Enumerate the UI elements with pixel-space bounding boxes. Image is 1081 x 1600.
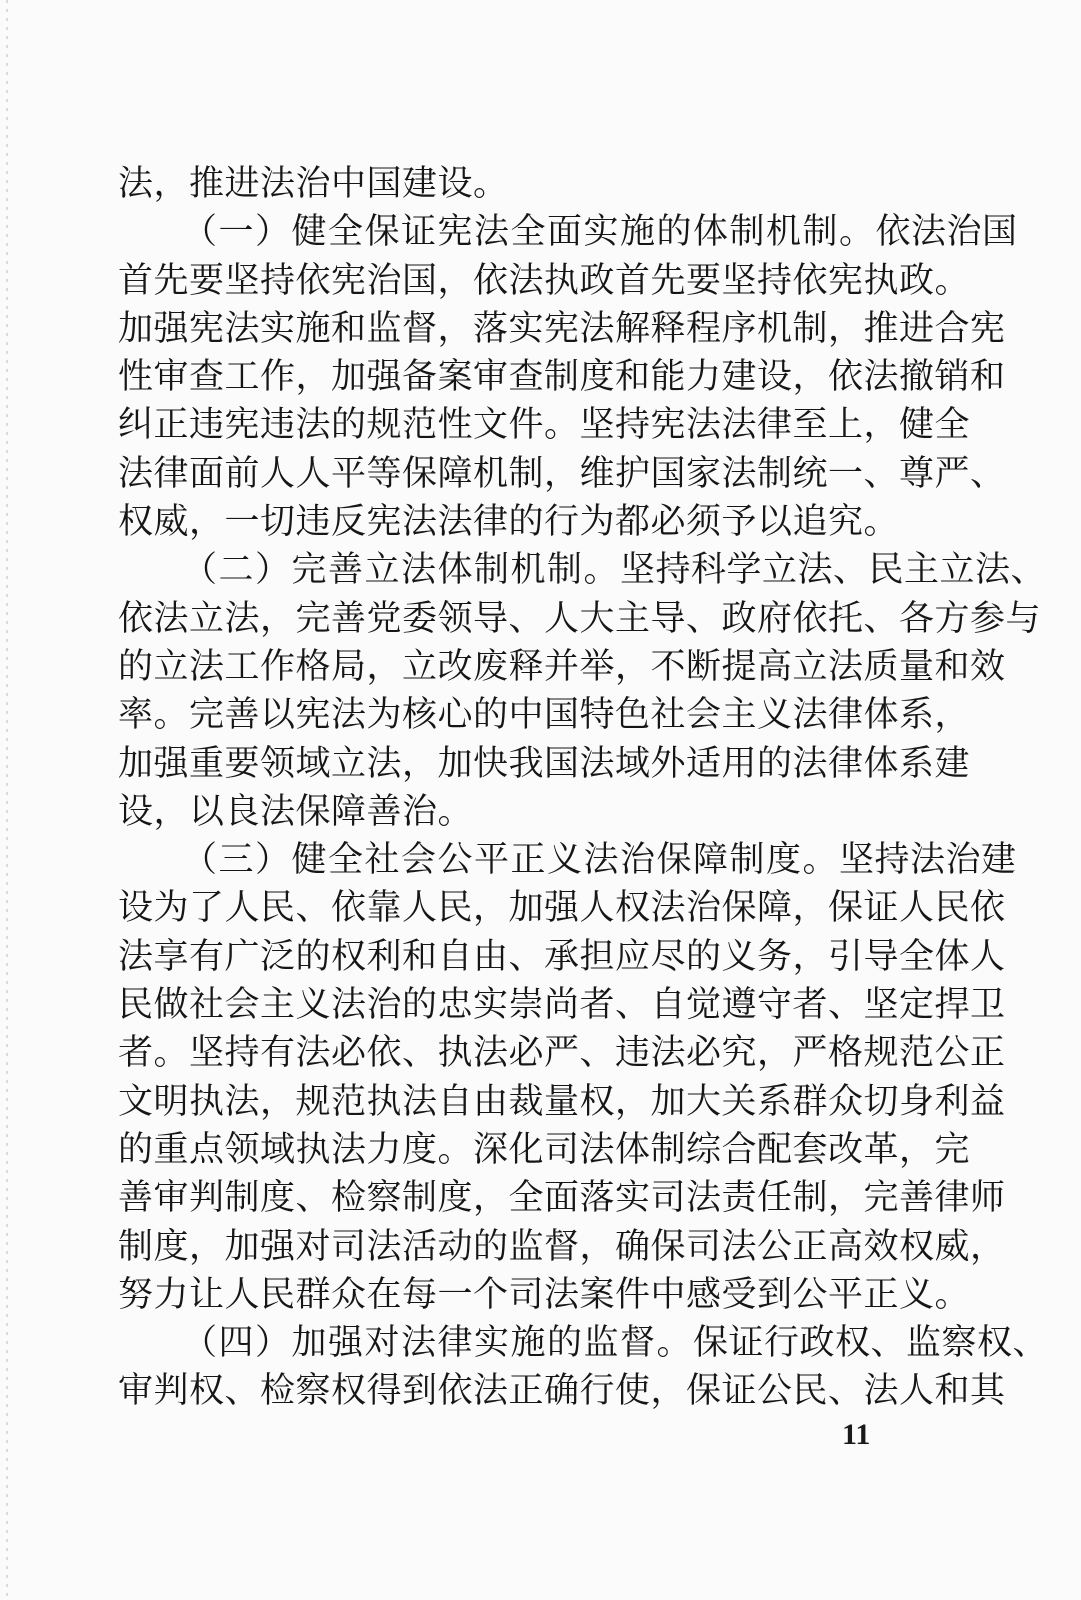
text-run: 坚持科学立法、民主立法、 [620,550,1047,591]
text-run: 保证行政权、监察权、 [693,1323,1049,1364]
text-line: 的立法工作格局，立改废释并举，不断提高立法质量和效 [118,646,1006,687]
text-line: 依法立法，完善党委领导、人大主导、政府依托、各方参与 [118,598,1042,639]
text-line: 努力让人民群众在每一个司法案件中感受到公平正义。 [118,1274,971,1315]
text-line: 民做社会主义法治的忠实崇尚者、自觉遵守者、坚定捍卫 [118,985,1006,1026]
section-heading-line [118,836,1017,884]
text-line: 者。坚持有法必依、执法必严、违法必究，严格规范公正 [118,1033,1006,1074]
text-line: 性审查工作，加强备案审查制度和能力建设，依法撤销和 [118,357,1006,398]
section-heading-line [118,546,1047,594]
text-line: 设为了人民、依靠人民，加强人权法治保障，保证人民依 [118,888,1006,929]
text-line: 首先要坚持依宪治国，依法执政首先要坚持依宪执政。 [118,260,971,301]
section-heading: （一）健全保证宪法全面实施的体制机制。 [182,212,876,253]
section-heading: （三）健全社会公平正义法治保障制度。 [182,840,840,881]
text-run: 坚持法治建 [839,840,1017,881]
section-heading-line [118,208,1018,256]
text-line: 加强重要领域立法，加快我国法域外适用的法律体系建 [118,743,971,784]
text-line: 文明执法，规范执法自由裁量权，加大关系群众切身利益 [118,1081,1006,1122]
text-line: 设，以良法保障善治。 [118,791,474,832]
text-line: 率。完善以宪法为核心的中国特色社会主义法律体系， [118,695,971,736]
text-line: 法享有广泛的权利和自由、承担应尽的义务，引导全体人 [118,936,1006,977]
text-line: 制度，加强对司法活动的监督，确保司法公正高效权威， [118,1226,1006,1267]
text-line: 善审判制度、检察制度，全面落实司法责任制，完善律师 [118,1178,1006,1219]
text-run: 依法治国 [875,212,1018,253]
text-line: 纠正违宪违法的规范性文件。坚持宪法法律至上，健全 [118,405,971,446]
text-line: 权威，一切违反宪法法律的行为都必须予以追究。 [118,502,900,543]
section-heading: （四）加强对法律实施的监督。 [182,1323,694,1364]
text-line: 的重点领域执法力度。深化司法体制综合配套改革，完 [118,1129,971,1170]
text-line: 法律面前人人平等保障机制，维护国家法制统一、尊严、 [118,453,1006,494]
section-heading: （二）完善立法体制机制。 [182,550,621,591]
page-number: 11 [842,1418,871,1451]
text-line: 审判权、检察权得到依法正确行使，保证公民、法人和其 [118,1371,1006,1412]
section-heading-line [118,1319,1049,1367]
body-text [118,160,1049,1416]
text-line: 法，推进法治中国建设。 [118,164,509,204]
scan-edge-marks [6,0,8,1600]
text-line: 加强宪法实施和监督，落实宪法解释程序机制，推进合宪 [118,308,1006,349]
